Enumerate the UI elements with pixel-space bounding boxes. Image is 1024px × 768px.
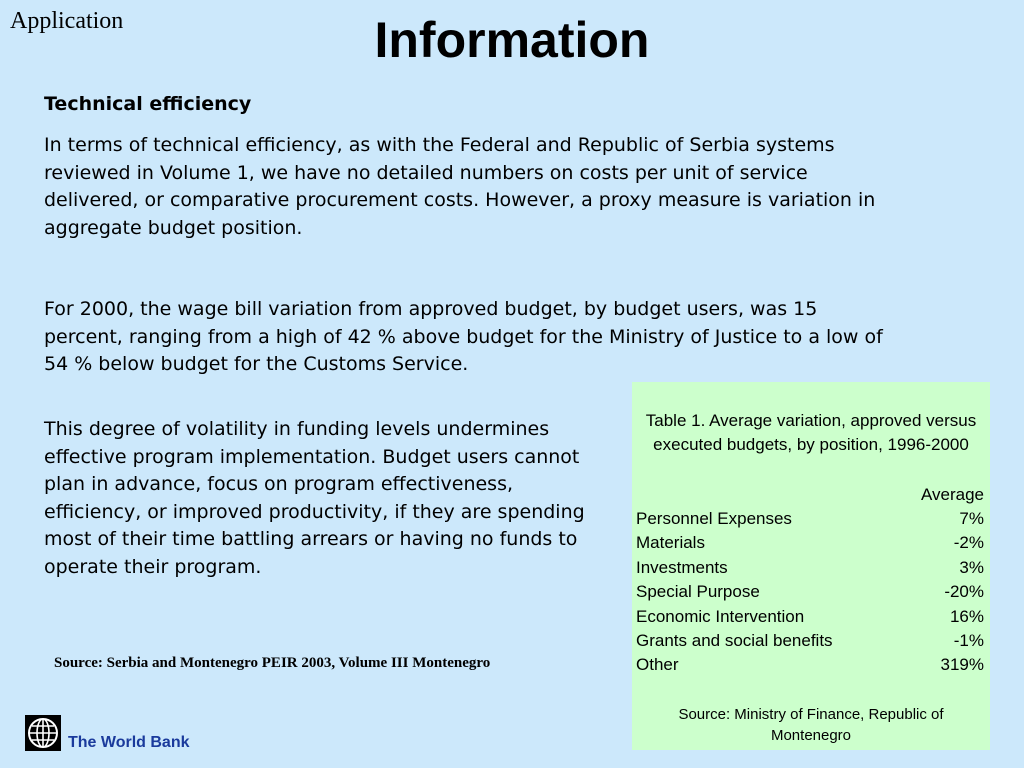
globe-icon <box>25 715 61 751</box>
corner-label: Application <box>10 8 124 34</box>
body-paragraph: This degree of volatility in funding levels undermines effective program implementation. Budget users cannot plan in advance, focus on program effectiveness, efficiency, or improved productivity, if they are spending most of their time battling arrears or having no funds to operate their program. <box>44 418 585 578</box>
table-row <box>636 653 984 677</box>
body-paragraph: In terms of technical efficiency, as with the Federal and Republic of Serbia systems reviewed in Volume 1, we have no detailed numbers on costs per unit of service delivered, or comparative procurement costs. However, a proxy measure is variation in aggregate budget position. <box>44 134 876 239</box>
table-row <box>636 556 984 580</box>
table-column-header: Average <box>920 485 984 504</box>
table-row <box>636 629 984 653</box>
table-source: Source: Ministry of Finance, Republic of Montenegro <box>678 706 944 744</box>
row-value: 3% <box>959 557 984 577</box>
row-label: Materials <box>636 533 705 553</box>
body-paragraph: For 2000, the wage bill variation from approved budget, by budget users, was 15 percent, ranging from a high of 42 % above budget for the Ministry of Justice to a low of 54 % below budget for the Customs Service. <box>44 298 883 375</box>
budget-variation-table <box>632 382 990 750</box>
section-heading: Technical efficiency <box>44 93 252 115</box>
row-label: Special Purpose <box>636 582 760 602</box>
row-value: -20% <box>944 582 984 602</box>
source-note: Source: Serbia and Montenegro PEIR 2003, Volume III Montenegro <box>54 655 491 671</box>
table-row <box>636 605 984 629</box>
table-row <box>636 580 984 604</box>
row-label: Economic Intervention <box>636 606 805 626</box>
table-row <box>636 531 984 555</box>
page-title: Information <box>374 12 650 68</box>
row-value: 319% <box>940 655 984 675</box>
row-label: Personnel Expenses <box>636 509 792 528</box>
row-value: -1% <box>953 630 984 650</box>
row-value: 16% <box>949 606 984 626</box>
brand-name: The World Bank <box>68 734 190 751</box>
table-caption: Table 1. Average variation, approved versus executed budgets, by position, 1996-2000 <box>645 411 977 454</box>
table-body <box>636 507 984 678</box>
row-label: Investments <box>636 557 728 577</box>
row-label: Grants and social benefits <box>636 630 833 650</box>
row-label: Other <box>636 655 679 675</box>
row-value: 7% <box>959 509 984 528</box>
row-value: -2% <box>953 533 984 553</box>
table-row <box>636 507 984 531</box>
